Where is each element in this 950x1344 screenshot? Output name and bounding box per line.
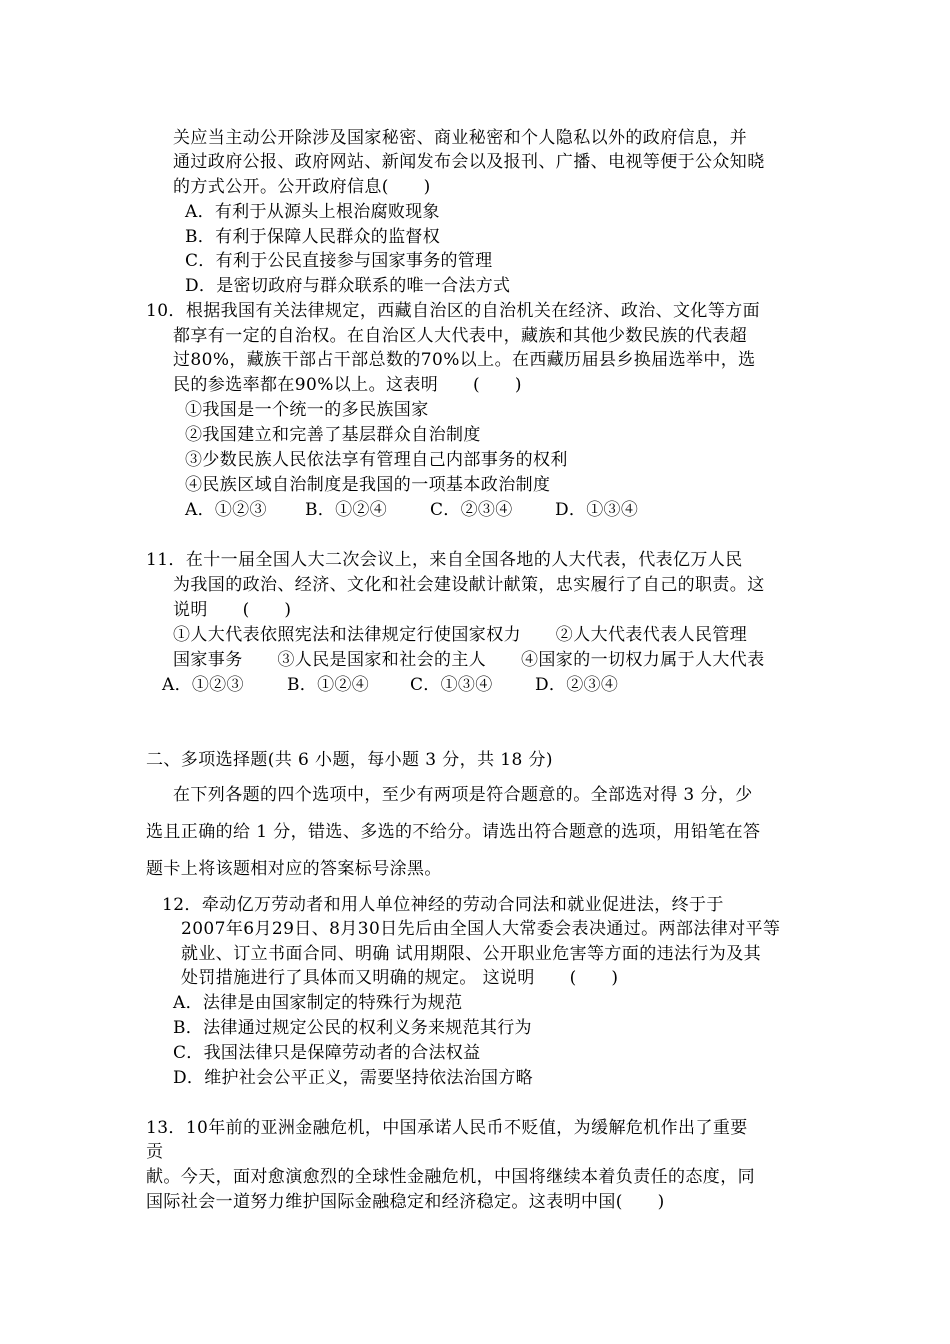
section-2-instructions-line-3: 题卡上将该题相对应的答案标号涂黑。 [146,859,442,879]
q10-item-3: ③少数民族人民依法享有管理自己内部事务的权利 [185,450,568,470]
q12-stem-line-4: 处罚措施进行了具体而又明确的规定。 这说明 ( ) [181,968,619,988]
q11-choice-c: C．①③④ [410,675,493,695]
q12-stem-line-3: 就业、订立书面合同、明确 试用期限、公开职业危害等方面的违法行为及其 [181,944,762,964]
q10-stem-line-1: 10．根据我国有关法律规定，西藏自治区的自治机关在经济、政治、文化等方面 [146,301,761,321]
q10-stem-line-4: 民的参选率都在90%以上。这表明 ( ) [173,375,522,395]
q9-option-d: D．是密切政府与群众联系的唯一合法方式 [185,276,511,296]
q12-stem-line-1: 12．牵动亿万劳动者和用人单位神经的劳动合同法和就业促进法，终于于 [162,895,724,915]
q12-option-c: C．我国法律只是保障劳动者的合法权益 [173,1043,481,1063]
q11-items-line-1: ①人大代表依照宪法和法律规定行使国家权力 ②人大代表代表人民管理 [173,625,748,645]
section-2-heading: 二、多项选择题(共 6 小题，每小题 3 分，共 18 分) [146,750,553,770]
q9-stem-line-3: 的方式公开。公开政府信息( ) [173,177,431,197]
q11-items-line-2: 国家事务 ③人民是国家和社会的主人 ④国家的一切权力属于人大代表 [173,650,765,670]
q9-option-b: B．有利于保障人民群众的监督权 [185,227,440,247]
section-2-instructions-line-1: 在下列各题的四个选项中，至少有两项是符合题意的。全部选对得 3 分，少 [173,785,753,805]
q11-choice-b: B．①②④ [287,675,369,695]
q10-choice-b: B．①②④ [305,500,387,520]
q10-choice-d: D．①③④ [555,500,639,520]
q10-item-2: ②我国建立和完善了基层群众自治制度 [185,425,481,445]
q10-choice-a: A．①②③ [185,500,267,520]
q12-option-d: D．维护社会公平正义，需要坚持依法治国方略 [173,1068,533,1088]
q13-stem-line-2: 贡 [146,1142,164,1162]
q11-stem-line-2: 为我国的政治、经济、文化和社会建设献计献策，忠实履行了自己的职责。这 [173,575,765,595]
q9-option-a: A．有利于从源头上根治腐败现象 [185,202,440,222]
q12-stem-line-2: 2007年6月29日、8月30日先后由全国人大常委会表决通过。两部法律对平等 [181,919,781,939]
q13-stem-line-3: 献。今天，面对愈演愈烈的全球性金融危机，中国将继续本着负责任的态度，同 [146,1167,755,1187]
q11-stem-line-1: 11．在十一届全国人大二次会议上，来自全国各地的人大代表，代表亿万人民 [146,550,743,570]
q11-choice-a: A．①②③ [162,675,244,695]
q12-option-b: B．法律通过规定公民的权利义务来规范其行为 [173,1018,532,1038]
q10-choice-c: C．②③④ [430,500,513,520]
q11-stem-line-3: 说明 ( ) [173,600,292,620]
q10-stem-line-2: 都享有一定的自治权。在自治区人大代表中，藏族和其他少数民族的代表超 [173,326,748,346]
q10-stem-line-3: 过80%，藏族干部占干部总数的70%以上。在西藏历届县乡换届选举中，选 [173,350,756,370]
q9-stem-line-1: 关应当主动公开除涉及国家秘密、商业秘密和个人隐私以外的政府信息，并 [173,128,748,148]
q9-option-c: C．有利于公民直接参与国家事务的管理 [185,251,493,271]
q11-choice-d: D．②③④ [535,675,619,695]
q13-stem-line-4: 国际社会一道努力维护国际金融稳定和经济稳定。这表明中国( ) [146,1192,665,1212]
q10-item-4: ④民族区域自治制度是我国的一项基本政治制度 [185,475,551,495]
q12-option-a: A．法律是由国家制定的特殊行为规范 [173,993,463,1013]
q10-item-1: ①我国是一个统一的多民族国家 [185,400,429,420]
q13-stem-line-1: 13．10年前的亚洲金融危机，中国承诺人民币不贬值，为缓解危机作出了重要 [146,1118,748,1138]
section-2-instructions-line-2: 选且正确的给 1 分，错选、多选的不给分。请选出符合题意的选项，用铅笔在答 [146,822,761,842]
q9-stem-line-2: 通过政府公报、政府网站、新闻发布会以及报刊、广播、电视等便于公众知晓 [173,152,765,172]
